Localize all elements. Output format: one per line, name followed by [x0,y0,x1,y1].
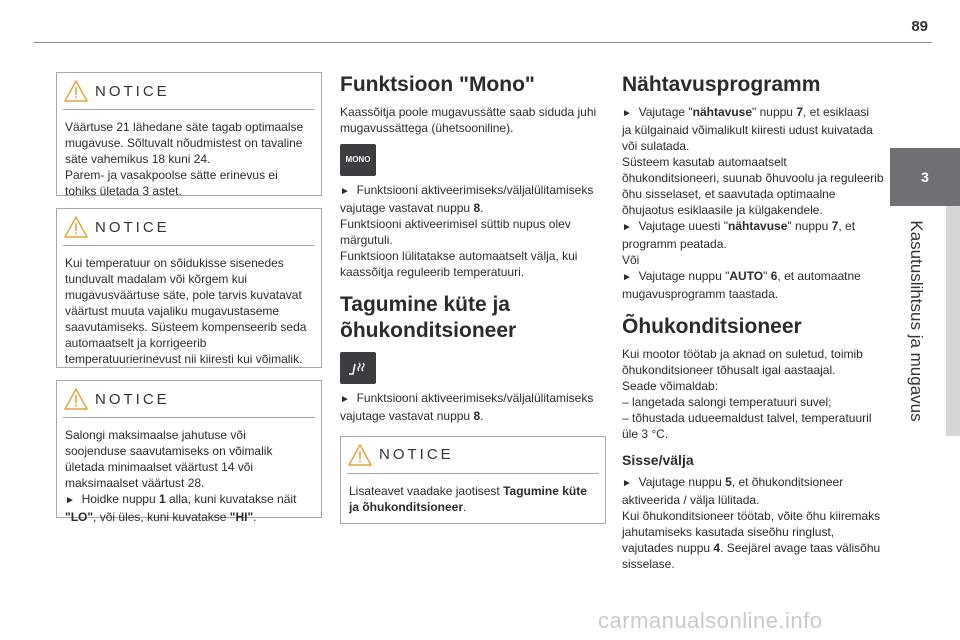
notice-box-temperature [56,208,322,368]
notice-title: NOTICE [95,391,170,408]
column-visibility [622,72,886,572]
paragraph: Kui mootor töötab ja aknad on suletud, toimib [622,347,863,361]
notice-step-continued: "LO", või üles, kuni kuvatakse "HI". [65,510,257,524]
step: ► Vajutage nuppu 5, et õhukonditsioneer [622,475,844,489]
notice-box-rear [340,436,606,524]
paragraph: jahutamiseks kasutada siseõhu ringlust, [622,525,835,539]
notice-text: Lisateavet vaadake jaotisest Tagumine küte [349,484,587,498]
notice-text: mugavusväärtuse säte, pole tarvis kuvatavat [65,288,302,302]
paragraph: Seade võimaldab: [622,379,719,393]
notice-text: Kui temperatuur on sõidukisse sisenedes [65,256,284,270]
watermark: carmanualsonline.info [598,608,823,633]
step-continued: vajutage vastavat nuppu 8. [340,409,484,423]
section-title-visibility: Nähtavusprogramm [622,73,821,96]
step: ► Vajutage uuesti "nähtavuse" nuppu 7, et [622,219,856,233]
notice-title: NOTICE [379,446,454,463]
notice-title: NOTICE [95,219,170,236]
paragraph: õhukonditsioneeri, suunab õhuvoolu ja reguleerib [622,171,884,185]
mono-button-icon: MONO [340,144,376,176]
warning-icon [63,387,89,411]
paragraph: märgutuli. [340,233,393,247]
notice-text: tohiks ületada 3 astet. [65,184,182,198]
notice-text: tunduvalt madalam või kõrgem kui [65,272,248,286]
step: ► Funktsiooni aktiveerimiseks/väljalülitamiseks [340,391,594,405]
paragraph: õhukonditsioneer tõhusalt igal aastaajal. [622,363,836,377]
paragraph: mugavussättega (ühetsooniline). [340,121,514,135]
section-title-ac: Õhukonditsioneer [622,315,802,338]
chapter-tab[interactable]: 3 [890,148,960,206]
paragraph: õhujaotus esiklaasile ja külgakendele. [622,203,823,217]
column-mono [340,72,604,524]
paragraph: mugavusprogramm taastada. [622,287,779,301]
paragraph: sisselase. [622,557,675,571]
notice-text: automaatselt ja korrigeerib [65,336,207,350]
notice-title: NOTICE [95,83,170,100]
notice-box-max-cooling [56,380,322,524]
paragraph: Või [622,253,640,267]
notice-text: temperatuurierinevust nii kiiresti kui võimalik. [65,352,303,366]
paragraph: või sulatada. [622,139,690,153]
paragraph: aktiveerida / välja lülitada. [622,493,760,507]
notice-text: Parem- ja vasakpoolse sätte erinevus ei [65,168,278,182]
chapter-title: Kasutuslihtsus ja mugavus [907,220,926,422]
subsection-title-on-off: Sisse/välja [622,452,694,468]
section-title-mono: Funktsioon "Mono" [340,73,535,96]
paragraph: üle 3 °C. [622,427,669,441]
step-continued: vajutage vastavat nuppu 8. [340,201,484,215]
step: ► Vajutage "nähtavuse" nuppu 7, et esiklaasi [622,105,870,119]
section-title-rear-2: õhukonditsioneer [340,319,517,342]
notice-box-comfort [56,72,322,196]
notice-text: ületada minimaalset väärtust 14 või [65,460,254,474]
notice-text: saavutamiseks. Süsteem kompenseerib seda [65,320,307,334]
paragraph: Kaassõitja poole mugavussätte saab siduda juhi [340,105,597,119]
notice-text: soojenduse saavutamiseks on võimalik [65,444,273,458]
rear-climate-icon [340,352,376,384]
paragraph: vajutades nuppu 4. Seejärel avage taas välisõhu [622,541,881,555]
warning-icon [347,443,373,467]
notice-step: ► Hoidke nuppu 1 alla, kuni kuvatakse näit [65,492,297,506]
paragraph: Funktsiooni aktiveerimisel süttib nupus olev [340,217,571,231]
header-rule [34,42,932,43]
notice-text: väärtust muuta vajaliku mugavustaseme [65,304,280,318]
chapter-strip [946,206,960,436]
notice-text: maksimaalset väärtust 28. [65,476,205,490]
warning-icon [63,79,89,103]
paragraph: Funktsioon lülitatakse automaatselt välja, kui [340,249,578,263]
paragraph: ja külgainaid võimalikult kiiresti udust kuivatada [622,123,873,137]
paragraph: – langetada salongi temperatuuri suvel; [622,395,832,409]
paragraph: õhu sisselaset, et saavutada optimaalne [622,187,836,201]
paragraph: programm peatada. [622,237,727,251]
notice-text: Väärtuse 21 lähedane säte tagab optimaalse [65,120,304,134]
notice-text: mugavuse. Sõltuvalt nõudmistest on tavaline [65,136,303,150]
step: ► Vajutage nuppu "AUTO" 6, et automaatne [622,269,861,283]
step: ► Funktsiooni aktiveerimiseks/väljalülitamiseks [340,183,594,197]
paragraph: kaassõitja reguleerib temperatuuri. [340,265,525,279]
section-title-rear: Tagumine küte ja [340,293,510,316]
paragraph: – tõhustada udueemaldust talvel, temperatuuril [622,411,872,425]
notice-text: ja õhukonditsioneer. [349,500,467,514]
paragraph: Kui õhukonditsioneer töötab, võite õhu kiiremaks [622,509,881,523]
paragraph: Süsteem kasutab automaatselt [622,155,787,169]
page-number: 89 [911,18,928,35]
notice-text: säte vahemikus 18 kuni 24. [65,152,211,166]
seat-fan-icon [346,359,370,377]
notice-text: Salongi maksimaalse jahutuse või [65,428,246,442]
warning-icon [63,215,89,239]
